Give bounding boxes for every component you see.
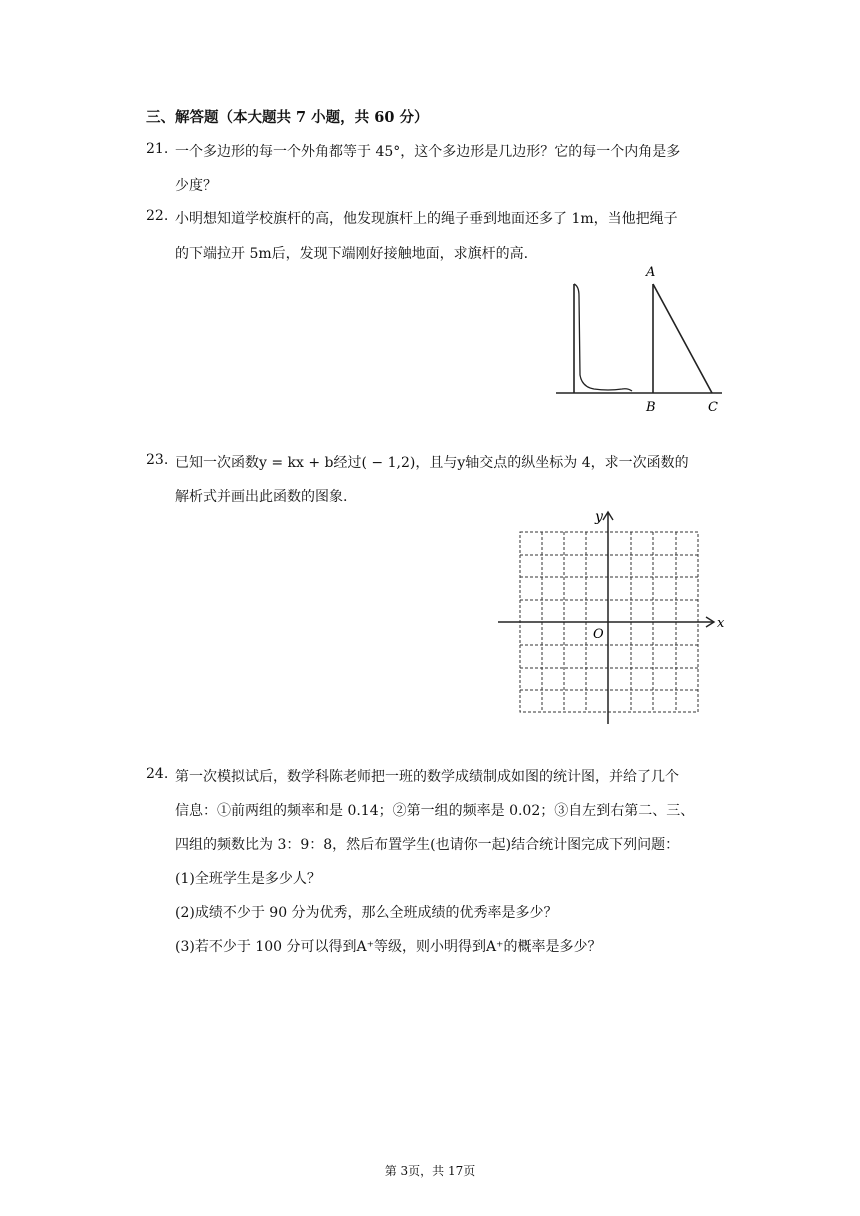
segment-ac <box>653 284 712 393</box>
coordinate-grid-figure <box>490 500 730 732</box>
y-axis-label: y <box>595 509 603 525</box>
question-text-line: 已知一次函数y = kx + b经过( − 1,2)，且与y轴交点的纵坐标为 4，求一次函数的 <box>175 455 689 471</box>
question-text-line: 第一次模拟试后，数学科陈老师把一班的数学成绩制成如图的统计图，并给了几个 <box>175 769 679 785</box>
question-text-line: 一个多边形的每一个外角都等于 45°，这个多边形是几边形？它的每一个内角是多 <box>175 144 681 160</box>
point-label-a: A <box>646 265 656 280</box>
subquestion-1: (1)全班学生是多少人？ <box>175 871 321 887</box>
x-axis-label: x <box>717 616 725 631</box>
rope-curve <box>574 284 632 391</box>
question-text-line: 的下端拉开 5m后，发现下端刚好接触地面，求旗杆的高. <box>175 246 529 262</box>
question-text-line: 信息：①前两组的频率和是 0.14；②第一组的频率是 0.02；③自左到右第二、三、 <box>175 803 695 819</box>
flagpole-figure <box>550 260 730 420</box>
question-number: 23. <box>146 452 169 468</box>
question-text-line: 解析式并画出此函数的图象. <box>175 489 348 505</box>
subquestion-3: (3)若不少于 100 分可以得到A⁺等级，则小明得到A⁺的概率是多少？ <box>175 939 602 955</box>
question-number: 22. <box>146 208 169 224</box>
point-label-c: C <box>708 400 718 415</box>
origin-label: O <box>593 627 604 642</box>
question-number: 21. <box>146 141 169 157</box>
question-number: 24. <box>146 766 169 782</box>
question-text-line: 四组的频数比为 3：9：8，然后布置学生(也请你一起)结合统计图完成下列问题： <box>175 837 680 853</box>
question-text-line: 少度？ <box>175 178 217 194</box>
page-footer: 第 3页，共 17页 <box>384 1164 476 1178</box>
section-title: 三、解答题（本大题共 7 小题，共 60 分） <box>146 109 429 126</box>
question-text-line: 小明想知道学校旗杆的高，他发现旗杆上的绳子垂到地面还多了 1m，当他把绳子 <box>175 211 678 227</box>
subquestion-2: (2)成绩不少于 90 分为优秀，那么全班成绩的优秀率是多少？ <box>175 905 558 921</box>
point-label-b: B <box>646 400 656 415</box>
